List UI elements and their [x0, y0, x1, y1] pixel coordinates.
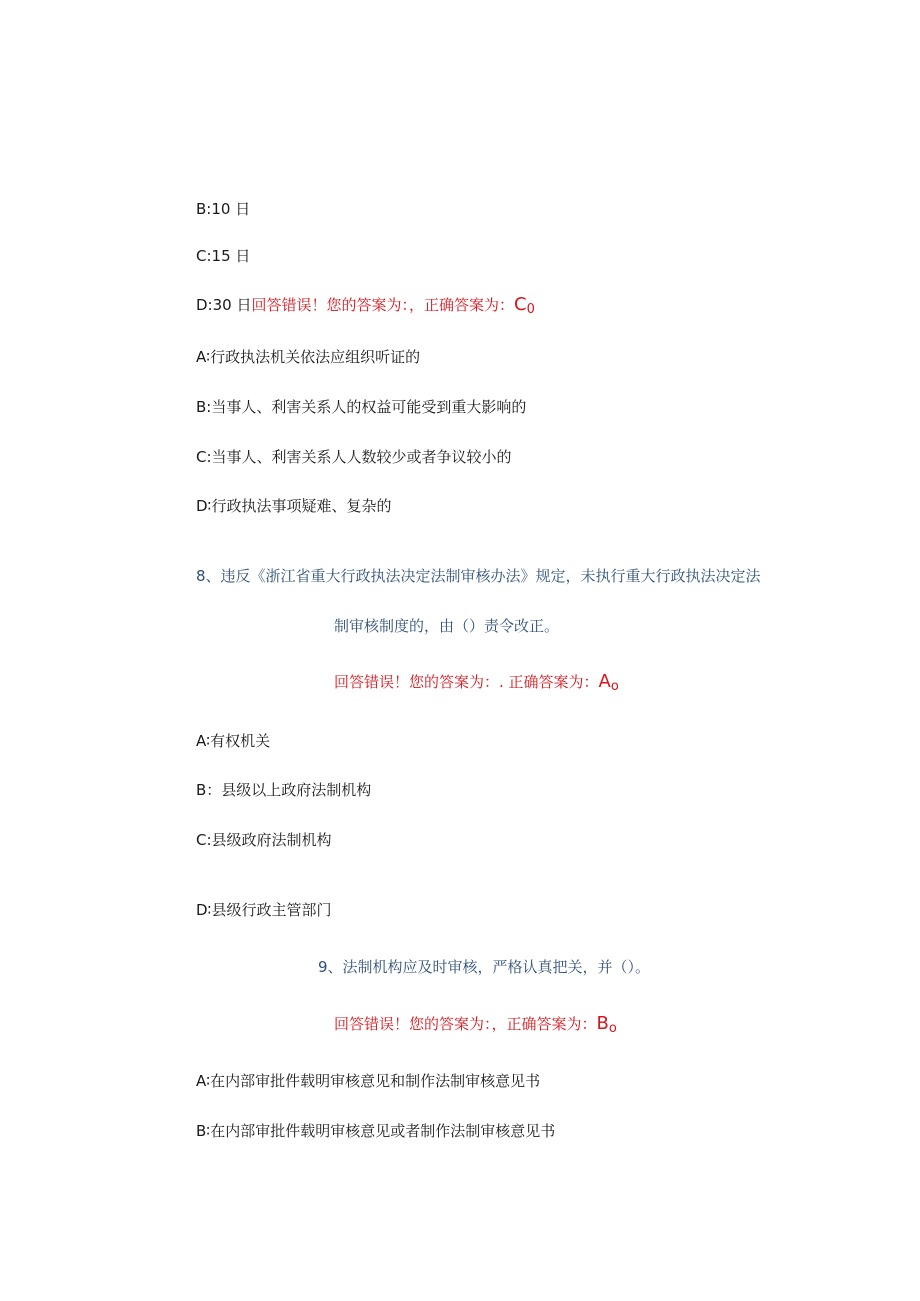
q7-option-a: A∶行政执法机关依法应组织听证的: [196, 348, 421, 366]
q8-correct-answer: A: [598, 671, 611, 692]
q8-option-c: C:县级政府法制机构: [196, 831, 332, 849]
q8-option-d: D∶县级行政主管部门: [196, 901, 332, 919]
q9-option-b: B∶在内部审批件载明审核意见或者制作法制审核意见书: [196, 1122, 556, 1140]
q9-title: 9、法制机构应及时审核，严格认真把关，并（）。: [318, 958, 651, 976]
q7-option-b: B:当事人、利害关系人的权益可能受到重大影响的: [196, 398, 527, 416]
prev-question-option-c: C:15 日: [196, 247, 251, 265]
prev-question-correct-answer: C: [513, 294, 527, 315]
prev-question-option-b: B:10 日: [196, 200, 251, 218]
q8-title-line-1: 8、违反《浙江省重大行政执法决定法制审核办法》规定，未执行重大行政执法决定法: [196, 567, 761, 585]
prev-question-option-d-row: [196, 294, 535, 318]
prev-question-result: 回答错误！您的答案为：，正确答案为：: [251, 296, 514, 314]
prev-question-option-d: D:30 日: [196, 296, 252, 314]
q8-option-b: B：县级以上政府法制机构: [196, 781, 372, 799]
q7-option-d: D∶行政执法事项疑难、复杂的: [196, 497, 392, 515]
q7-option-c: C:当事人、利害关系人人数较少或者争议较小的: [196, 448, 512, 466]
q9-answer-mark: o: [608, 1021, 617, 1036]
q8-title-line-2: 制审核制度的，由（）责令改正。: [334, 617, 560, 635]
q9-correct-answer: B: [596, 1013, 609, 1034]
q9-result-row: [334, 1013, 617, 1037]
q8-option-a: A∶有权机关: [196, 732, 271, 750]
prev-question-answer-mark: 0: [526, 302, 535, 317]
q8-result-row: [334, 671, 619, 695]
q9-option-a: A∶在内部审批件载明审核意见和制作法制审核意见书: [196, 1072, 541, 1090]
q9-result: 回答错误！您的答案为：，正确答案为：: [334, 1015, 597, 1033]
q8-answer-mark: o: [610, 679, 619, 694]
q8-result: 回答错误！您的答案为：. 正确答案为：: [334, 673, 599, 691]
